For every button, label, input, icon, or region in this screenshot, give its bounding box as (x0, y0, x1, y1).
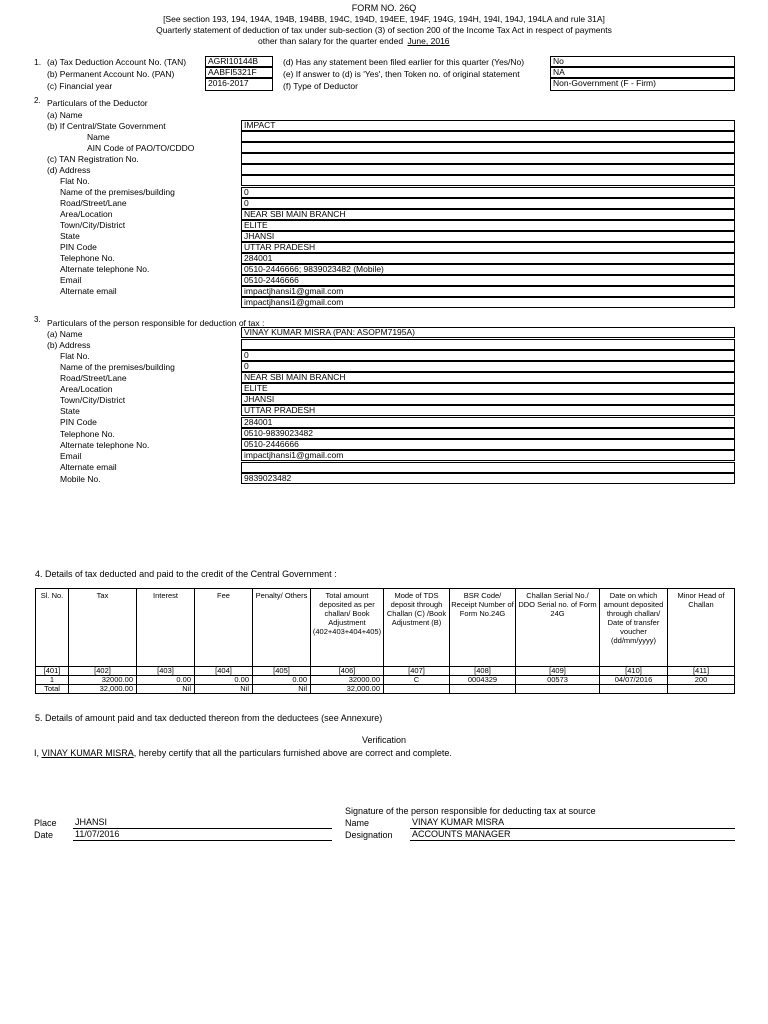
col-header-minor-head: Minor Head of Challan (668, 589, 735, 667)
date-label: Date (34, 830, 54, 840)
ain-label: AIN Code of PAO/TO/CDDO (87, 143, 195, 153)
address-field[interactable] (241, 175, 735, 186)
r-mobile-label: Mobile No. (60, 474, 101, 484)
area-field[interactable]: ELITE (241, 220, 735, 231)
form-description-line2 (258, 37, 450, 46)
email-label: Email (60, 275, 82, 285)
verification-text: , hereby certify that all the particulars furnished above are correct and complete. (133, 748, 452, 758)
r-telephone-field[interactable]: 0510-9839023482 (241, 428, 735, 439)
signatory-name-label: Name (345, 818, 370, 828)
col-header-tax: Tax (69, 589, 137, 667)
section3-title: Particulars of the person responsible for deduction of tax : (47, 318, 265, 328)
r-alt-telephone-label: Alternate telephone No. (60, 440, 150, 450)
code-cell: [404] (195, 667, 253, 676)
pin-field[interactable]: 284001 (241, 253, 735, 264)
road-label: Road/Street/Lane (60, 198, 127, 208)
alt-telephone-label: Alternate telephone No. (60, 264, 150, 274)
r-state-label: State (60, 406, 80, 416)
r-alt-email-label: Alternate email (60, 462, 117, 472)
tds-details-table (35, 588, 735, 694)
designation-field[interactable]: ACCOUNTS MANAGER (410, 829, 735, 841)
govt-name-label: Name (87, 132, 110, 142)
place-field[interactable]: JHANSI (73, 817, 332, 829)
code-cell: [401] (36, 667, 69, 676)
road-field[interactable]: NEAR SBI MAIN BRANCH (241, 209, 735, 220)
code-cell: [408] (450, 667, 516, 676)
form-title: FORM NO. 26Q (351, 3, 417, 13)
code-cell: [409] (516, 667, 600, 676)
table-header-row (36, 589, 735, 667)
verification-title: Verification (361, 735, 407, 745)
r-town-label: Town/City/District (60, 395, 126, 405)
premises-label: Name of the premises/building (60, 187, 175, 197)
pan-label: (b) Permanent Account No. (PAN) (47, 69, 175, 79)
r-flat-field[interactable]: 0 (241, 350, 735, 361)
flat-field[interactable]: 0 (241, 187, 735, 198)
responsible-name-label: (a) Name (47, 329, 83, 339)
tan-label: (a) Tax Deduction Account No. (TAN) (47, 57, 187, 67)
col-header-mode: Mode of TDS deposit through Challan (C) /Book Adjustment (B) (384, 589, 450, 667)
total-cell (600, 685, 668, 694)
total-cell: Nil (253, 685, 311, 694)
total-cell (516, 685, 600, 694)
filed-label: (d) Has any statement been filed earlier for this quarter (Yes/No) (283, 57, 525, 67)
govt-label: (b) If Central/State Government (47, 121, 166, 131)
section2-number: 2. (34, 96, 41, 105)
code-cell: [411] (668, 667, 735, 676)
section2-title: Particulars of the Deductor (47, 98, 148, 108)
table-cell: 0.00 (253, 676, 311, 685)
signature-title: Signature of the person responsible for deducting tax at source (345, 806, 596, 816)
date-field[interactable]: 11/07/2016 (73, 829, 332, 841)
flat-label: Flat No. (60, 176, 90, 186)
pan-field[interactable]: AABFI5321F (205, 67, 273, 78)
r-pin-field[interactable]: 284001 (241, 417, 735, 428)
deductor-address-label: (d) Address (47, 165, 91, 175)
govt-name-field[interactable] (241, 142, 735, 153)
table-cell: 0004329 (450, 676, 516, 685)
form-sections: [See section 193, 194, 194A, 194B, 194BB, 194C, 194D, 194EE, 194F, 194G, 194H, 194I, 194J, 194LA and rule 31A] (163, 14, 605, 24)
code-cell: [410] (600, 667, 668, 676)
col-header-date: Date on which amount deposited through challan/ Date of transfer voucher (dd/mm/yyyy) (600, 589, 668, 667)
responsible-name-field[interactable]: VINAY KUMAR MISRA (PAN: ASOPM7195A) (241, 327, 735, 338)
state-label: State (60, 231, 80, 241)
tan-reg-field[interactable] (241, 164, 735, 175)
fy-field[interactable]: 2016-2017 (205, 78, 273, 91)
responsible-address-label: (b) Address (47, 340, 91, 350)
col-header-penalty: Penalty/ Others (253, 589, 311, 667)
premises-field[interactable]: 0 (241, 198, 735, 209)
r-premises-label: Name of the premises/building (60, 362, 175, 372)
table-row (36, 676, 735, 685)
table-cell: 1 (36, 676, 69, 685)
verification-statement (34, 749, 452, 758)
total-cell: Nil (137, 685, 195, 694)
col-header-interest: Interest (137, 589, 195, 667)
r-telephone-label: Telephone No. (60, 429, 115, 439)
r-state-field[interactable]: UTTAR PRADESH (241, 405, 735, 416)
deductor-type-label: (f) Type of Deductor (283, 81, 358, 91)
token-label: (e) If answer to (d) is 'Yes', then Token no. of original statement (283, 69, 520, 79)
r-road-field[interactable]: NEAR SBI MAIN BRANCH (241, 372, 735, 383)
r-address-field[interactable] (241, 339, 735, 350)
col-header-challan: Challan Serial No./ DDO Serial no. of Form 24G (516, 589, 600, 667)
col-header-sl: Sl. No. (36, 589, 69, 667)
total-cell (668, 685, 735, 694)
r-pin-label: PIN Code (60, 417, 97, 427)
form-description-line1: Quarterly statement of deduction of tax under sub-section (3) of section 200 of the Income Tax Act in respect of payments (156, 25, 612, 35)
verification-name: VINAY KUMAR MISRA (41, 748, 134, 758)
section3-number: 3. (34, 315, 41, 324)
total-cell (450, 685, 516, 694)
col-header-total: Total amount deposited as per challan/ Book Adjustment (402+403+404+405) (311, 589, 384, 667)
section4-title: 4. Details of tax deducted and paid to the credit of the Central Government : (35, 569, 337, 579)
table-cell: 0.00 (137, 676, 195, 685)
telephone-field[interactable]: 0510-2446666; 9839023482 (Mobile) (241, 264, 735, 275)
code-cell: [402] (69, 667, 137, 676)
total-cell: 32,000.00 (311, 685, 384, 694)
deductor-type-field[interactable]: Non-Government (F - Firm) (550, 78, 735, 91)
r-area-label: Area/Location (60, 384, 113, 394)
tan-field[interactable]: AGRI10144B (205, 56, 273, 67)
table-cell: C (384, 676, 450, 685)
r-area-field[interactable]: ELITE (241, 383, 735, 394)
quarter-value: June, 2016 (407, 36, 450, 46)
deductor-name-label: (a) Name (47, 110, 83, 120)
town-label: Town/City/District (60, 220, 126, 230)
email-field[interactable]: impactjhansi1@gmail.com (241, 286, 735, 297)
code-cell: [406] (311, 667, 384, 676)
table-total-row (36, 685, 735, 694)
ain-field[interactable] (241, 153, 735, 164)
col-header-bsr: BSR Code/ Receipt Number of Form No.24G (450, 589, 516, 667)
r-alt-email-field[interactable] (241, 462, 735, 473)
code-cell: [405] (253, 667, 311, 676)
r-premises-field[interactable]: 0 (241, 361, 735, 372)
deductor-name-field[interactable]: IMPACT (241, 120, 735, 131)
table-cell: 0.00 (195, 676, 253, 685)
table-cell: 32000.00 (311, 676, 384, 685)
total-label-cell: Total (36, 685, 69, 694)
r-email-label: Email (60, 451, 82, 461)
tan-reg-label: (c) TAN Registration No. (47, 154, 139, 164)
alt-email-field[interactable]: impactjhansi1@gmail.com (241, 297, 735, 308)
alt-telephone-field[interactable]: 0510-2446666 (241, 275, 735, 286)
col-header-fee: Fee (195, 589, 253, 667)
filed-field[interactable]: No (550, 56, 735, 67)
table-cell: 200 (668, 676, 735, 685)
token-field[interactable]: NA (550, 67, 735, 78)
total-cell: 32,000.00 (69, 685, 137, 694)
state-field[interactable]: UTTAR PRADESH (241, 242, 735, 253)
code-cell: [407] (384, 667, 450, 676)
r-road-label: Road/Street/Lane (60, 373, 127, 383)
table-cell: 00573 (516, 676, 600, 685)
verification-prefix: I, (34, 748, 40, 758)
alt-email-label: Alternate email (60, 286, 117, 296)
govt-field[interactable] (241, 131, 735, 142)
r-flat-label: Flat No. (60, 351, 90, 361)
table-cell: 32000.00 (69, 676, 137, 685)
total-cell: Nil (195, 685, 253, 694)
quarter-text: other than salary for the quarter ended (258, 36, 404, 46)
designation-label: Designation (345, 830, 393, 840)
pin-label: PIN Code (60, 242, 97, 252)
r-alt-telephone-field[interactable]: 0510-2446666 (241, 439, 735, 450)
section5-title: 5. Details of amount paid and tax deducted thereon from the deductees (see Annexure) (35, 713, 383, 723)
code-cell: [403] (137, 667, 195, 676)
telephone-label: Telephone No. (60, 253, 115, 263)
r-town-field[interactable]: JHANSI (241, 394, 735, 405)
total-cell (384, 685, 450, 694)
place-label: Place (34, 818, 57, 828)
area-label: Area/Location (60, 209, 113, 219)
r-email-field[interactable]: impactjhansi1@gmail.com (241, 450, 735, 461)
signatory-name-field[interactable]: VINAY KUMAR MISRA (410, 817, 735, 829)
section1-number: 1. (34, 57, 42, 67)
r-mobile-field[interactable]: 9839023482 (241, 473, 735, 484)
town-field[interactable]: JHANSI (241, 231, 735, 242)
table-cell: 04/07/2016 (600, 676, 668, 685)
fy-label: (c) Financial year (47, 81, 113, 91)
